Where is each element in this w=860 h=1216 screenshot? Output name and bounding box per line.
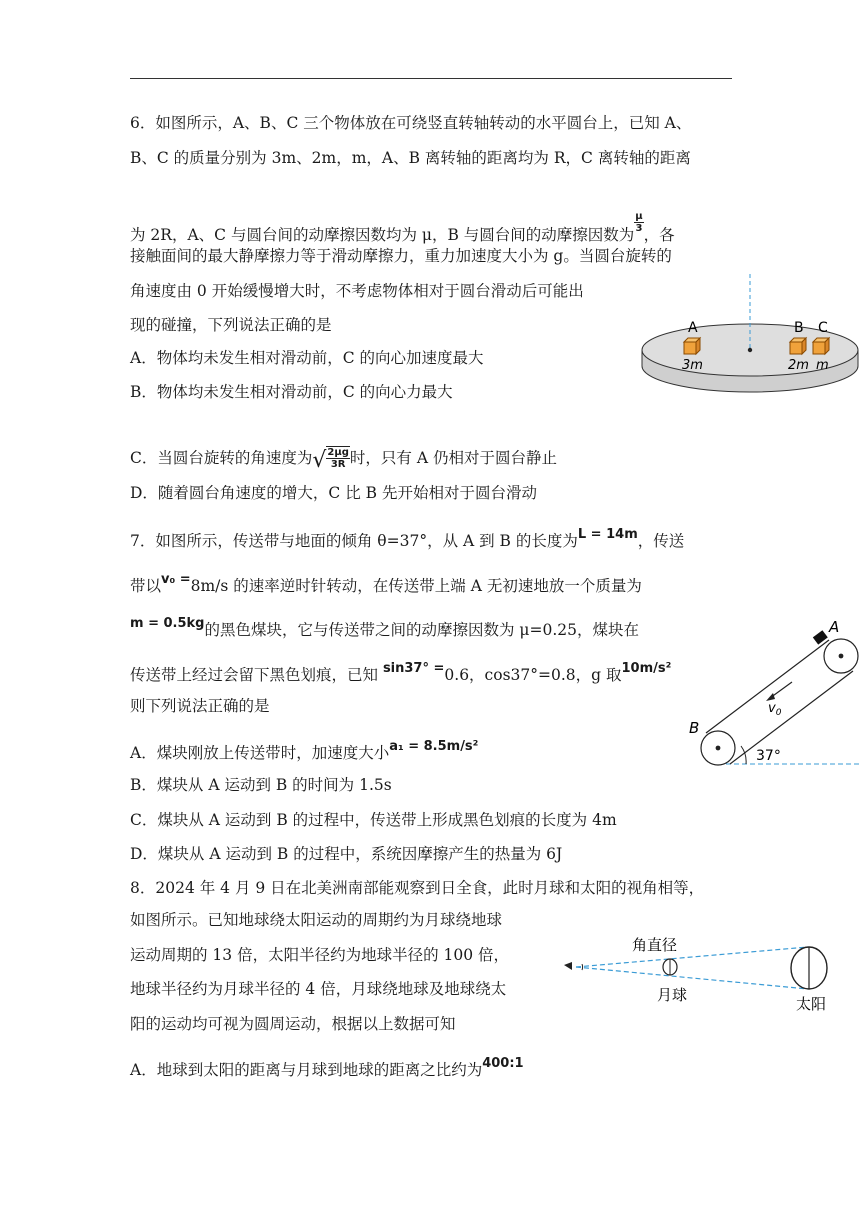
q7-line-4 [130, 661, 672, 687]
ratio-value: 400:1 [482, 1056, 524, 1071]
block-a [684, 338, 700, 354]
eye-icon [564, 962, 572, 970]
conveyor-figure [684, 612, 860, 774]
q6-option-a: A．物体均未发生相对滑动前，C 的向心加速度最大 [130, 349, 484, 367]
mass-a: 3m [682, 358, 703, 373]
q7-option-c: C．煤块从 A 运动到 B 的过程中，传送带上形成黑色划痕的长度为 4m [130, 811, 617, 829]
q6-line-5: 角速度由 0 开始缓慢增大时，不考虑物体相对于圆台滑动后可能出 [130, 282, 584, 300]
label-b: B [689, 719, 700, 737]
q7-line-3 [130, 616, 639, 642]
q6-line-3-pre: 为 2R，A、C 与圆台间的动摩擦因数均为 μ，B 与圆台间的动摩擦因数为 [130, 226, 635, 244]
q8-line-4: 地球半径约为月球半径的 4 倍，月球绕地球及地球绕太 [130, 980, 507, 998]
radical-sign: √ [312, 448, 327, 473]
label-a: A [829, 618, 840, 636]
q7-line-4-mid: 0.6，cos37°=0.8，g 取 [444, 666, 622, 684]
gravity-value: 10m/s² [621, 661, 672, 676]
sqrt-expression [312, 446, 350, 472]
fraction-numerator: μ [635, 211, 643, 222]
q8-option-a [130, 1056, 524, 1082]
q6-line-3-post: ，各 [643, 226, 675, 244]
q6-option-b: B．物体均未发生相对滑动前，C 的向心力最大 [130, 383, 453, 401]
sun-label: 太阳 [796, 995, 827, 1013]
q7-option-a [130, 739, 479, 765]
fraction-denominator: 3 [635, 223, 643, 234]
q6-line-1: 6．如图所示，A、B、C 三个物体放在可绕竖直转轴转动的水平圆台上，已知 A、 [130, 114, 692, 132]
q6-line-2: B、C 的质量分别为 3m、2m，m，A、B 离转轴的距离均为 R，C 离转轴的距离 [130, 149, 691, 167]
q6-line-6: 现的碰撞，下列说法正确的是 [130, 316, 332, 334]
q7-line-4-pre: 传送带上经过会留下黑色划痕，已知 [130, 666, 383, 684]
q7-option-a-pre: A．煤块刚放上传送带时，加速度大小 [130, 744, 390, 762]
radicand [326, 446, 349, 472]
mass-c: m [816, 358, 829, 373]
mass-b: 2m [788, 358, 809, 373]
q6-option-d: D．随着圆台角速度的增大，C 比 B 先开始相对于圆台滑动 [130, 484, 537, 502]
q8-line-5: 阳的运动均可视为圆周运动，根据以上数据可知 [130, 1015, 456, 1033]
radicand-numerator: 2μg [327, 447, 349, 458]
q7-option-b: B．煤块从 A 运动到 B 的时间为 1.5s [130, 776, 392, 794]
q7-line-2 [130, 572, 642, 598]
q8-line-3: 运动周期的 13 倍，太阳半径约为地球半径的 100 倍， [130, 946, 510, 964]
q6-option-c-post: 时，只有 A 仍相对于圆台静止 [349, 449, 557, 467]
mu-over-3-fraction [634, 211, 643, 234]
q7-line-2-pre: 带以 [130, 577, 162, 595]
turntable-figure [640, 270, 860, 400]
q8-option-a-pre: A．地球到太阳的距离与月球到地球的距离之比约为 [130, 1061, 483, 1079]
velocity-label: $v_0$ [768, 701, 782, 718]
q7-line-2-post: 8m/s 的速率逆时针转动，在传送带上端 A 无初速地放一个质量为 [190, 577, 642, 595]
mass-value: m = 0.5kg [130, 616, 205, 631]
q7-option-d: D．煤块从 A 运动到 B 的过程中，系统因摩擦产生的热量为 6J [130, 845, 563, 863]
label-b: B [794, 320, 804, 336]
q7-line-1 [130, 527, 685, 553]
q6-option-c [130, 446, 557, 472]
q6-option-c-pre: C．当圆台旋转的角速度为 [130, 449, 313, 467]
angle-label: 37° [756, 748, 781, 764]
moon-label: 月球 [657, 986, 688, 1004]
label-c: C [818, 320, 828, 336]
q7-line-1-pre: 7．如图所示，传送带与地面的倾角 θ=37°，从 A 到 B 的长度为 [130, 532, 578, 550]
label-a: A [688, 320, 698, 336]
header-rule [130, 78, 732, 79]
block-b [790, 338, 806, 354]
radicand-fraction [326, 447, 349, 470]
sin-value: sin37° = [382, 661, 445, 676]
q6-line-4: 接触面间的最大静摩擦力等于滑动摩擦力，重力加速度大小为 g。当圆台旋转的 [130, 247, 672, 265]
radicand-denominator: 3R [330, 459, 346, 470]
q7-line-5: 则下列说法正确的是 [130, 697, 270, 715]
q6-line-3 [130, 211, 675, 245]
q8-line-2: 如图所示。已知地球绕太阳运动的周期约为月球绕地球 [130, 911, 503, 929]
speed-symbol: v₀ = [161, 572, 191, 587]
block-c [813, 338, 829, 354]
acceleration-value: a₁ = 8.5m/s² [389, 739, 479, 754]
eclipse-figure [556, 925, 846, 1020]
q7-line-3-post: 的黑色煤块，它与传送带之间的动摩擦因数为 μ=0.25，煤块在 [204, 621, 639, 639]
length-value: L = 14m [577, 527, 638, 542]
q8-line-1: 8．2024 年 4 月 9 日在北美洲南部能观察到日全食，此时月球和太阳的视角相等， [130, 879, 705, 897]
angular-diameter-label: 角直径 [632, 936, 678, 954]
q7-line-1-post: ，传送 [637, 532, 685, 550]
